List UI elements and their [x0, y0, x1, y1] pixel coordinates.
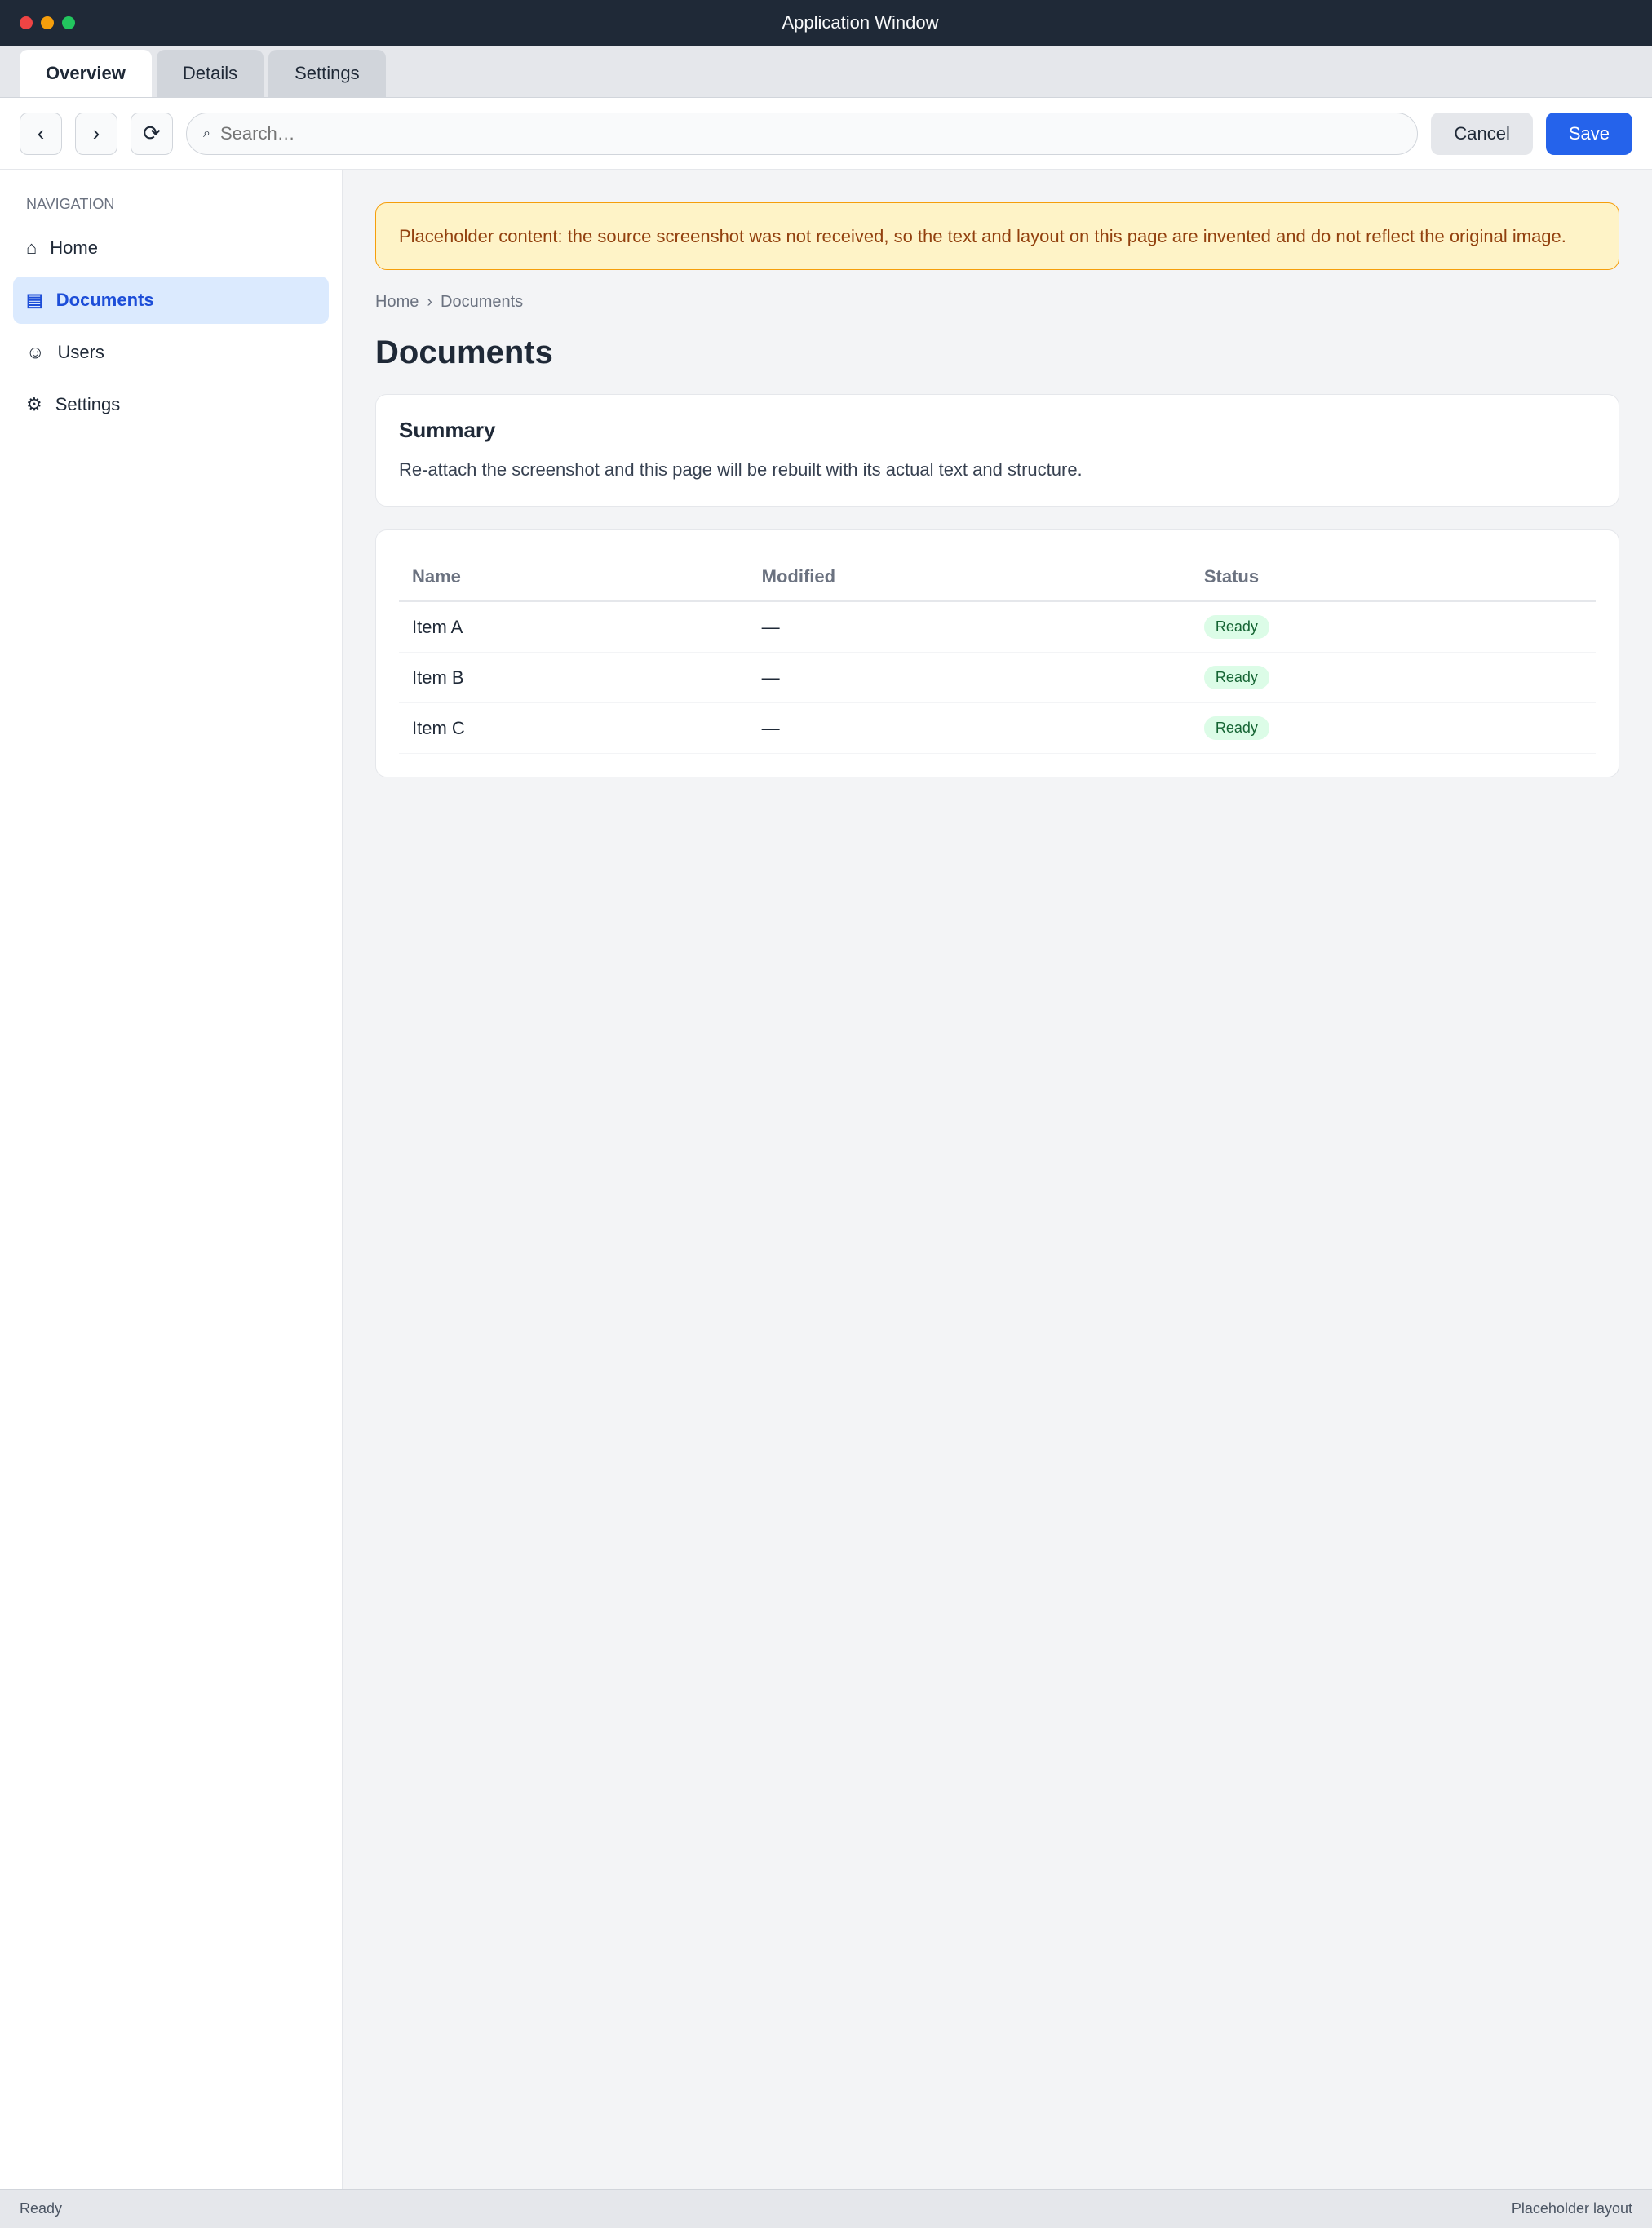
close-window-button[interactable]: [20, 16, 33, 29]
table-row[interactable]: [399, 653, 1596, 703]
breadcrumb-item: Documents: [441, 293, 524, 311]
placeholder-notice: Placeholder content: the source screenshot was not received, so the text and layout on this page are invented and do not reflect the original image.: [375, 202, 1619, 270]
forward-icon[interactable]: ›: [75, 113, 117, 155]
table-cell: —: [749, 653, 1191, 703]
refresh-icon[interactable]: ⟳: [131, 113, 173, 155]
sidebar-item-settings[interactable]: [13, 381, 329, 428]
breadcrumb-item[interactable]: Home: [375, 293, 419, 311]
status-badge: Ready: [1204, 666, 1269, 689]
minimize-window-button[interactable]: [41, 16, 54, 29]
maximize-window-button[interactable]: [62, 16, 75, 29]
breadcrumb: [375, 293, 1619, 312]
column-header[interactable]: Name: [399, 553, 749, 601]
content-pane: [343, 170, 1652, 2189]
sidebar-item-label: Users: [57, 342, 104, 362]
sidebar-item-label: Settings: [55, 394, 121, 414]
table-row[interactable]: [399, 703, 1596, 754]
table-cell: [1191, 601, 1596, 653]
search-box[interactable]: [186, 113, 1418, 155]
sidebar: [0, 170, 343, 2189]
gear-icon: ⚙: [26, 394, 42, 414]
table-cell: Item C: [399, 703, 749, 754]
window-titlebar: [0, 0, 1652, 46]
search-icon: ⌕: [203, 126, 210, 140]
documents-icon: ▤: [26, 290, 43, 310]
column-header[interactable]: Status: [1191, 553, 1596, 601]
tab-overview[interactable]: Overview: [20, 50, 152, 97]
table-card: [375, 529, 1619, 777]
card-title: Summary: [399, 418, 496, 442]
home-icon: ⌂: [26, 237, 38, 258]
status-info: Placeholder layout: [1511, 2200, 1632, 2217]
status-text: Ready: [20, 2200, 63, 2217]
table-cell: —: [749, 703, 1191, 754]
tab-settings[interactable]: Settings: [268, 50, 386, 97]
sidebar-item-users[interactable]: [13, 329, 329, 376]
save-button[interactable]: Save: [1546, 113, 1632, 155]
data-table: [399, 553, 1596, 754]
status-bar: [0, 2189, 1652, 2228]
tab-details[interactable]: Details: [157, 50, 264, 97]
main-area: [0, 170, 1652, 2189]
sidebar-item-home[interactable]: [13, 224, 329, 272]
sidebar-item-documents[interactable]: [13, 277, 329, 324]
table-row[interactable]: [399, 601, 1596, 653]
tab-bar: [0, 46, 1652, 98]
table-cell: Item B: [399, 653, 749, 703]
table-cell: Item A: [399, 601, 749, 653]
summary-card: [375, 394, 1619, 507]
sidebar-heading: NAVIGATION: [26, 196, 115, 212]
table-cell: [1191, 703, 1596, 754]
table-header-row: [399, 553, 1596, 601]
card-text: Re-attach the screenshot and this page will be rebuilt with its actual text and structure.: [399, 459, 1083, 480]
users-icon: ☺: [26, 342, 45, 362]
table-cell: —: [749, 601, 1191, 653]
search-input[interactable]: [220, 123, 1401, 144]
sidebar-item-label: Documents: [55, 290, 154, 310]
status-badge: Ready: [1204, 615, 1269, 639]
back-icon[interactable]: ‹: [20, 113, 62, 155]
table-cell: [1191, 653, 1596, 703]
sidebar-item-label: Home: [50, 237, 98, 258]
breadcrumb-separator: ›: [427, 293, 433, 311]
cancel-button[interactable]: Cancel: [1431, 113, 1532, 155]
window-title: Application Window: [782, 12, 939, 33]
column-header[interactable]: Modified: [749, 553, 1191, 601]
status-badge: Ready: [1204, 716, 1269, 740]
window-controls: [20, 16, 75, 29]
toolbar: [0, 98, 1652, 170]
page-title: Documents: [375, 334, 553, 370]
